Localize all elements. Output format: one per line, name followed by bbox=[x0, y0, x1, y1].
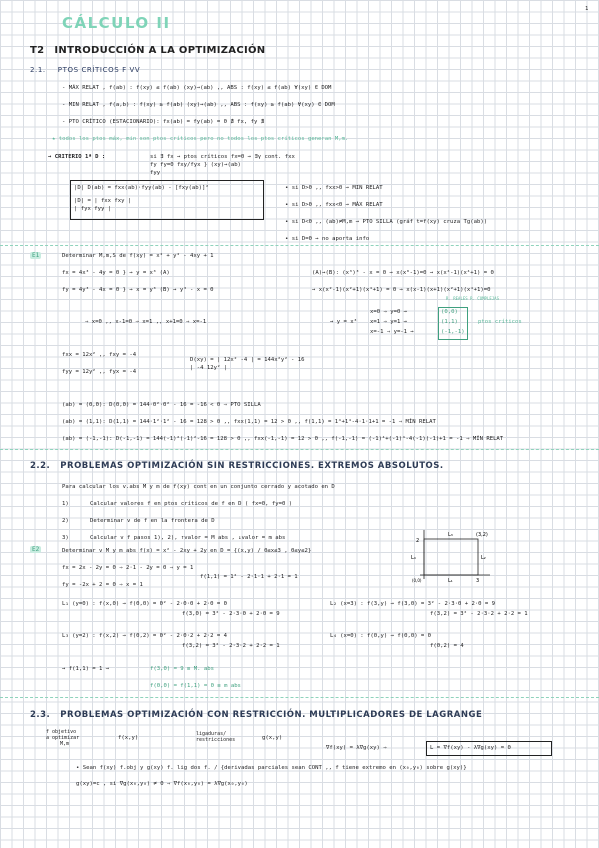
objective-label-2: a optimizar bbox=[46, 735, 80, 741]
page-number: 1 bbox=[585, 6, 589, 12]
criterio-line-2: fy fy=0 fxy/fyx } (xy)→(ab) bbox=[150, 162, 241, 168]
s22-step-2-num: 2) bbox=[62, 518, 69, 524]
e1-D-matrix-2: | -4 12y² | bbox=[190, 365, 228, 371]
e2-L3: L₃ (y=2) : f(x,2) → f(0,2) = 0² - 2·0·2 + 2·2 = 4 bbox=[62, 633, 228, 639]
e1-points-label: ptos críticos bbox=[478, 319, 522, 325]
e2-summary: → f(1,1) = 1 → bbox=[62, 666, 110, 672]
criterio-line-1: si ∃ fx → ptos críticos fx=0 → ∃γ cont. fxx bbox=[150, 154, 295, 160]
criterio-case-2: • si D>0 ,, fxx<0 → MÁX RELAT bbox=[285, 202, 383, 208]
hessian-matrix-2: | fyx fyy | bbox=[74, 206, 112, 212]
s22-step-3-num: 3) bbox=[62, 535, 69, 541]
subsection-heading-2-1 bbox=[30, 66, 140, 74]
graph-label-corner: (3,2) bbox=[476, 532, 488, 538]
e1-line-fx: fx = 4x³ - 4y = 0 } → y = x³ (A) bbox=[62, 270, 170, 276]
divider bbox=[0, 245, 599, 246]
divider bbox=[0, 449, 599, 450]
constraint-label-2: restricciones bbox=[196, 737, 236, 743]
lagrange-theorem-1: • Sean f(xy) f.obj y g(xy) f. lig dos f. / {derivadas parciales sean CONT ,, f tiene extremo en (x₀,y₀) sobre g(xy)} bbox=[76, 765, 467, 771]
section-heading bbox=[30, 45, 265, 56]
e1-roots: ⇒ x=0 ,, x-1=0 ⇒ x=1 ,, x+1=0 ⇒ x=-1 bbox=[85, 319, 207, 325]
constraint-label-1: ligaduras/ bbox=[196, 731, 227, 737]
e2-fx: fx = 2x - 2y = 0 ⇒ 2·1 - 2y = 0 ⇒ y = 1 bbox=[62, 565, 194, 571]
e2-L3b: f(3,2) = 3² - 2·3·2 + 2·2 = 1 bbox=[182, 643, 280, 649]
e2-f11: f(1,1) = 1² - 2·1·1 + 2·1 = 1 bbox=[200, 574, 298, 580]
lagrange-function: L = ∇f(xy) - λ∇g(xy) = 0 bbox=[430, 745, 511, 751]
section-title: INTRODUCCIÓN A LA OPTIMIZACIÓN bbox=[54, 45, 266, 56]
subsection-number: 2.3. bbox=[30, 710, 51, 720]
graph-label-y2: 2 bbox=[416, 538, 420, 544]
subsection-title: PROBLEMAS OPTIMIZACIÓN CON RESTRICCIÓN. MULTIPLICADORES DE LAGRANGE bbox=[60, 710, 483, 720]
def-pto-critico: - PTO CRÍTICO (ESTACIONARIO): fx(ab) = fy(ab) = 0 ∄ fx, fy ∄ bbox=[62, 119, 265, 125]
criterio-case-4: • si D=0 → no aporta info bbox=[285, 236, 370, 242]
subsection-heading-2-2 bbox=[30, 461, 444, 471]
example-tag-e1: E1 bbox=[32, 252, 40, 259]
e1-point-3: (-1,-1) bbox=[441, 329, 465, 335]
e1-second-deriv-2: fyy = 12y² ,, fyx = -4 bbox=[62, 369, 137, 375]
e1-result-1: (ab) = (0,0): D(0,0) = 144·0²·0² - 16 = -16 < 0 ⇒ PTO SILLA bbox=[62, 402, 261, 408]
page-title: CÁLCULO II bbox=[62, 14, 171, 32]
s22-step-3: Calcular v f pasos 1), 2), ↑valor = M abs , ↓valor = m abs bbox=[90, 535, 286, 541]
hessian-formula: |D| D(ab) = fxx(ab)·fyy(ab) - [fxy(ab)]² bbox=[74, 185, 209, 191]
subsection-heading-2-3 bbox=[30, 710, 482, 720]
e1-line-fy: fy = 4y³ - 4x = 0 } → x = y³ (B) → y³ - x = 0 bbox=[62, 287, 214, 293]
e2-statement: Determinar v M y m abs f(x) = x² - 2xy + 2y en D = {(x,y) / 0≤x≤3 , 0≤y≤2} bbox=[62, 548, 312, 554]
s22-step-1: Calcular valores f en ptos críticos de f en D ( fx=0, fy=0 ) bbox=[90, 501, 293, 507]
s22-step-2: Determinar v de f en la frontera de D bbox=[90, 518, 215, 524]
criterio-label: → CRITERIO 1ª D : bbox=[48, 154, 106, 160]
e1-point-2: (1,1) bbox=[441, 319, 458, 325]
subsection-title: PROBLEMAS OPTIMIZACIÓN SIN RESTRICCIONES. EXTREMOS ABSOLUTOS. bbox=[60, 461, 444, 471]
graph-label-l1: L₁ bbox=[448, 578, 453, 583]
e1-statement: Determinar M,m,S de f(xy) = x⁴ + y⁴ - 4xy + 1 bbox=[62, 253, 214, 259]
graph-label-l4: L₄ bbox=[411, 555, 416, 561]
objective-label-3: M,m bbox=[60, 741, 70, 747]
graph-label-x3: 3 bbox=[476, 578, 480, 583]
e1-roots-note: R. REALES R. COMPLEJAS bbox=[446, 296, 499, 301]
e1-result-2: (ab) = (1,1): D(1,1) = 144·1²·1² - 16 = 128 > 0 ,, fxx(1,1) = 12 > 0 ,, f(1,1) = 1⁴+1⁴-4·1·1+1 = -1 ⇒ MÍN RELAT bbox=[62, 419, 436, 425]
section-number: T2 bbox=[30, 45, 45, 56]
s22-step-1-num: 1) bbox=[62, 501, 69, 507]
constraint-function: g(x,y) bbox=[262, 735, 283, 741]
e2-max-abs: f(3,0) = 9 ≡ M. abs bbox=[150, 666, 214, 672]
lagrange-objective bbox=[46, 729, 79, 747]
hessian-matrix-1: |D| = | fxx fxy | bbox=[74, 198, 132, 204]
objective-function: f(x,y) bbox=[118, 735, 139, 741]
subsection-title: PTOS CRÍTICOS F VV bbox=[57, 66, 141, 74]
e1-case-1: x=0 ⇒ y=0 → bbox=[370, 309, 408, 315]
constraint-label bbox=[196, 731, 235, 743]
e2-L1: L₁ (y=0) : f(x,0) → f(0,0) = 0² - 2·0·0 + 2·0 = 0 bbox=[62, 601, 228, 607]
e1-case-2: x=1 ⇒ y=1 → bbox=[370, 319, 408, 325]
e2-L1b: f(3,0) = 3² - 2·3·0 + 2·0 = 9 bbox=[182, 611, 280, 617]
divider bbox=[0, 697, 599, 698]
s22-intro: Para calcular los v.abs M y m de f(xy) cont en un conjunto cerrado y acotado en D bbox=[62, 484, 335, 490]
e2-L2: L₂ (x=3) : f(3,y) → f(3,0) = 3² - 2·3·0 + 2·0 = 9 bbox=[330, 601, 496, 607]
graph-label-l2: L₂ bbox=[481, 555, 486, 561]
criterio-case-3: • si D<0 ,, (ab)≠M,m → PTO SILLA (gráf t=f(xy) cruza Tg(ab)) bbox=[285, 219, 488, 225]
e1-D-matrix-1: D(xy) = | 12x² -4 | = 144x²y² - 16 bbox=[190, 357, 305, 363]
subsection-number: 2.2. bbox=[30, 461, 51, 471]
e1-second-deriv-1: fxx = 12x² ,, fxy = -4 bbox=[62, 352, 137, 358]
def-min-relat: - MIN RELAT , f(a,b) : f(xy) ≥ f(ab) (xy)→(ab) ,, ABS : f(xy) ≥ f(ab) ∀(xy) ∈ DOM bbox=[62, 102, 335, 108]
e1-line-factor: → x(x²-1)(x²+1)(x⁴+1) = 0 → x(x-1)(x+1)(x²+1)(x⁴+1)=0 bbox=[312, 287, 491, 293]
lagrange-theorem-2: g(xy)=c , si ∇g(x₀,y₀) ≠ 0 ⇒ ∇f(x₀,y₀) = λ∇g(x₀,y₀) bbox=[76, 781, 248, 787]
graph-label-origin: (0,0) bbox=[412, 578, 422, 583]
e2-L4b: f(0,2) = 4 bbox=[430, 643, 464, 649]
e2-fy: fy = -2x + 2 = 0 ⇒ x = 1 bbox=[62, 582, 143, 588]
subsection-number: 2.1. bbox=[30, 66, 46, 74]
e1-y-eq: → y = x³ bbox=[330, 319, 357, 325]
lagrange-condition: ∇f(xy) = λ∇g(xy) ⇒ bbox=[326, 745, 387, 751]
e2-L2b: f(3,2) = 3² - 2·3·2 + 2·2 = 1 bbox=[430, 611, 528, 617]
note-ptos-criticos: ★ todos los ptos máx, min son ptos críticos pero no todos los ptos críticos generan M,m. bbox=[52, 136, 349, 142]
e1-result-3: (ab) = (-1,-1): D(-1,-1) = 144(-1)²(-1)²-16 = 128 > 0 ,, fxx(-1,-1) = 12 > 0 ,, f(-1,-1) = (-1)⁴+(-1)⁴-4(-1)(-1)+1 = -1 ⇒ MÍN RELAT bbox=[62, 436, 504, 442]
def-max-relat: - MÁX RELAT , f(ab) : f(xy) ≤ f(ab) (xy)→(ab) ,, ABS : f(xy) ≤ f(ab) ∀(xy) ∈ DOM bbox=[62, 85, 332, 91]
e1-line-sub: (A)→(B): (x³)³ - x = 0 → x(x⁸-1)=0 → x(x⁴-1)(x⁴+1) = 0 bbox=[312, 270, 494, 276]
e1-case-3: x=-1 ⇒ y=-1 → bbox=[370, 329, 414, 335]
criterio-case-1: • si D>0 ,, fxx>0 → MIN RELAT bbox=[285, 185, 383, 191]
e2-L4: L₄ (x=0) : f(0,y) → f(0,0) = 0 bbox=[330, 633, 432, 639]
criterio-line-3: fyy bbox=[150, 170, 161, 176]
e2-min-abs: f(0,0) = f(1,1) = 0 ≡ m abs bbox=[150, 683, 241, 689]
graph-label-l3: L₃ bbox=[448, 532, 453, 538]
e1-point-1: (0,0) bbox=[441, 309, 458, 315]
domain-rectangle-graph bbox=[410, 525, 495, 583]
example-tag-e2: E2 bbox=[32, 546, 40, 553]
objective-label-1: f objetivo bbox=[46, 729, 77, 735]
